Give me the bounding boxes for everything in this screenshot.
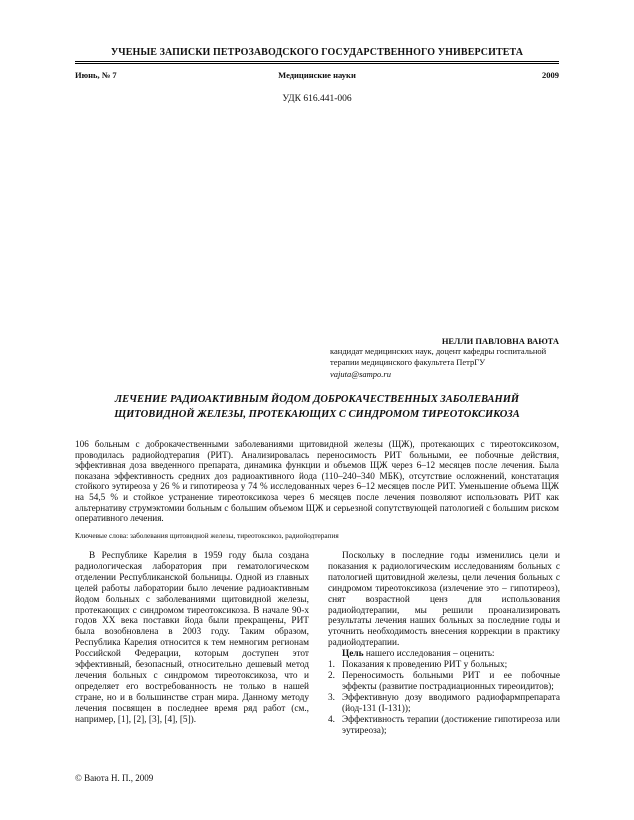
body-paragraph: Поскольку в последние годы изменились цели и показания к радиологическим исследованиям больных с патологией щитовидной железы, цели лечения больных с синдромом тиреотоксикоза (излечение это – гипотиреоз), снят возрастной ценз для использования радиойодтерапии, мы решили проанализировать результаты лечения наших больных за последние годы и уточнить необходимость внесения коррекции в практику радиойодтерапии. (328, 551, 560, 649)
goal-rest: нашего исследования – оценить: (363, 649, 495, 660)
title-line-2: ЩИТОВИДНОЙ ЖЕЛЕЗЫ, ПРОТЕКАЮЩИХ С СИНДРОМОМ ТИРЕОТОКСИКОЗА (114, 409, 520, 420)
goal-line (328, 649, 560, 660)
article-title (75, 392, 559, 422)
objectives-list (328, 660, 560, 736)
journal-title: УЧЕНЫЕ ЗАПИСКИ ПЕТРОЗАВОДСКОГО ГОСУДАРСТВЕННОГО УНИВЕРСИТЕТА (110, 47, 524, 58)
issue-label: Июнь, № 7 (75, 70, 117, 80)
keywords: Ключевые слова: заболевания щитовидной железы, тиреотоксикоз, радиойодтерапия (75, 531, 339, 540)
list-number: 1. (328, 660, 335, 671)
abstract: 106 больным с доброкачественными заболеваниями щитовидной железы (ЩЖ), протекающих с тиреотоксикозом, проводилась радиойодтерапия (РИТ). Анализировалась переносимость РИТ больными, ее побочные действия, эффективная доза введенного препарата, динамика функции и объемов ЩЖ через 6–12 месяцев после лечения. Была показана эффективность средних доз радиоактивного йода (110–240–340 МБК), отсутствие осложнений, констатация стойкого эутиреоза у 26 % и гипотиреоза у 74 % исследованных через 6–12 месяцев после РИТ. Уменьшение объема ЩЖ на 54,5 % и стойкое устранение тиреотоксикоза через 6 месяцев после лечения позволяют использовать РИТ как альтернативу струмэктомии больным с большим объемом ЩЖ и серьезной сопутствующей патологией с большим риском оперативного лечения. (75, 439, 559, 524)
list-item (328, 660, 560, 671)
list-item (328, 693, 560, 715)
year-label: 2009 (542, 70, 559, 80)
list-text: Эффективность терапии (достижение гипотиреоза или эутиреоза); (342, 714, 560, 736)
copyright: © Ваюта Н. П., 2009 (75, 773, 154, 783)
udc-code: УДК 616.441-006 (282, 94, 352, 104)
author-email[interactable]: vajuta@sampo.ru (330, 369, 391, 379)
list-item (328, 671, 560, 693)
author-name: НЕЛЛИ ПАВЛОВНА ВАЮТА (441, 336, 559, 346)
author-affiliation: кандидат медицинских наук, доцент кафедры госпитальной терапии медицинского факультета ПетрГУ (330, 346, 547, 367)
list-text: Эффективную дозу вводимого радиофармпрепарата (йод-131 (I-131)); (342, 692, 560, 714)
header-rule-bottom (75, 63, 559, 64)
list-number: 2. (328, 670, 335, 681)
list-number: 4. (328, 714, 335, 725)
header-rule-top (75, 61, 559, 62)
list-text: Показания к проведению РИТ у больных; (342, 660, 508, 671)
title-line-1: ЛЕЧЕНИЕ РАДИОАКТИВНЫМ ЙОДОМ ДОБРОКАЧЕСТВЕННЫХ ЗАБОЛЕВАНИЙ (114, 394, 520, 405)
goal-word: Цель (342, 649, 364, 660)
list-text: Переносимость больными РИТ и ее побочные эффекты (развитие пострадиационных тиреоидитов); (342, 670, 560, 692)
body-column-right (328, 551, 560, 736)
body-column-left (75, 551, 309, 726)
section-label: Медицинские науки (278, 70, 356, 80)
body-paragraph: В Республике Карелия в 1959 году была создана радиологическая лаборатория при гематологическом отделении Республиканской больницы. Одной из главных целей работы лаборатории было лечение радиоактивным йодом больных с заболеваниями щитовидной железы, протекающих с синдромом тиреотоксикоза. В начале 90-х годов XX века поставки йода были прекращены, РИТ была возобновлена в 2003 году. Таким образом, Республика Карелия относится к тем немногим регионам Российской Федерации, которым доступен этот эффективный, безопасный, относительно дешевый метод лечения больных с синдромом тиреотоксикоза, что и определяет его востребованность не только в нашей стране, но и в большинстве стран мира. Данному методу лечения посвящен в последнее время ряд работ (см., например, [1], [2], [3], [4], [5]). (75, 551, 309, 725)
list-number: 3. (328, 692, 335, 703)
list-item (328, 715, 560, 737)
